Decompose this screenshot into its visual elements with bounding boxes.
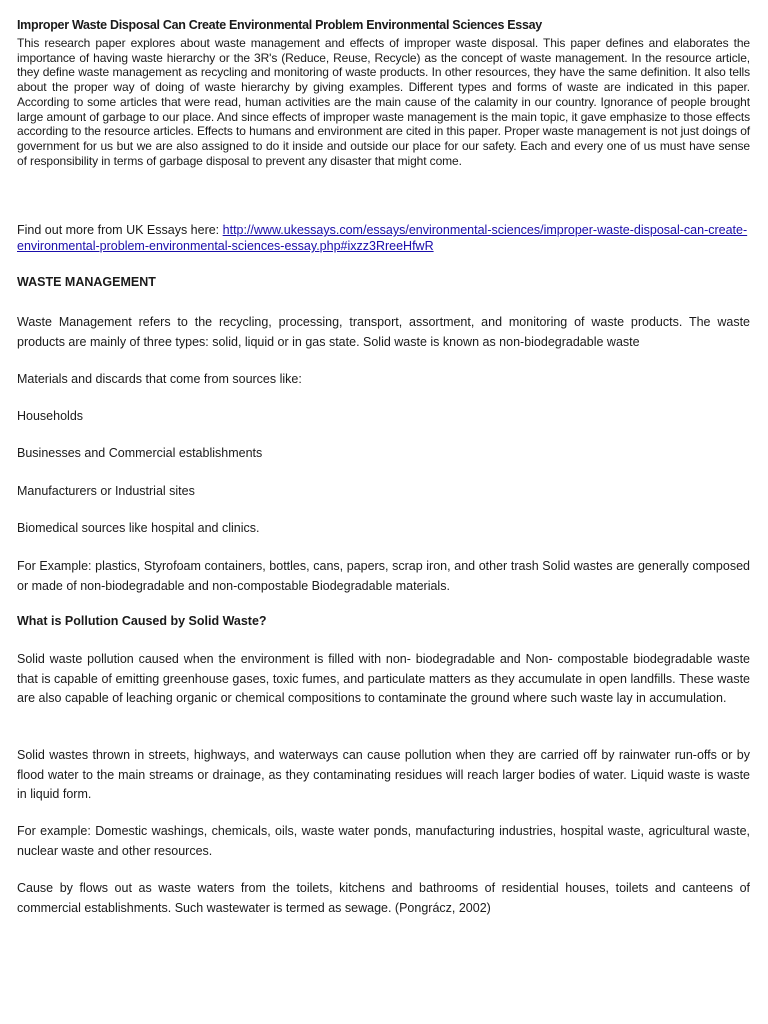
paragraph-pollution-1: Solid waste pollution caused when the environment is filled with non- biodegradable and Non- compostable biodegradable waste that is capable of emitting greenhouse gases, toxic fumes, and particulate matters as they accumulate in open landfills. These waste are also capable of leaching organic or chemical compositions to contaminate the ground where such waste lay in accumulation.: [17, 652, 750, 705]
source-item-businesses: Businesses and Commercial establishments: [17, 446, 263, 460]
heading-waste-management: WASTE MANAGEMENT: [17, 275, 156, 289]
source-link[interactable]: http://www.ukessays.com/essays/environmental-sciences/improper-waste-disposal-can-create-environmental-problem-environmental-sciences-essay.php#ixzz3RreeHfwR: [17, 223, 748, 253]
paragraph-definition: Waste Management refers to the recycling, processing, transport, assortment, and monitoring of waste products. The waste products are mainly of three types: solid, liquid or in gas state. Solid waste is known as non-biodegradable waste: [17, 315, 750, 349]
paragraph-pollution-2: Solid wastes thrown in streets, highways, and waterways can cause pollution when they are carried off by rainwater run-offs or by flood water to the main streams or drainage, as they contaminating residues will reach larger bodies of water. Liquid waste is waste in liquid form.: [17, 748, 750, 801]
abstract-paragraph: This research paper explores about waste management and effects of improper waste disposal. This paper defines and elaborates the importance of having waste hierarchy or the 3R's (Reduce, Reuse, Recycle) as the concept of waste management. In the resource article, they define waste management as recycling and monitoring of waste products. In other resources, they have the same definition. It also tells about the proper way of doing of waste hierarchy by giving examples. Different types and forms of waste are indicated in this paper. According to some articles that were read, human activities are the main cause of the calamity in our country. Ignorance of people brought large amount of garbage to our place. And since effects of improper waste management is the main topic, it gave emphasize to those effects according to the resource articles. Effects to humans and environment are cited in this paper. Proper waste management is not just doings of government for us but we are also assigned to do it inside and outside our place for our safety. Each and every one of us must have sense of responsibility in terms of garbage disposal to prevent any disaster that might come.: [17, 36, 750, 168]
paragraph-liquid-example: For example: Domestic washings, chemicals, oils, waste water ponds, manufacturing industries, hospital waste, agricultural waste, nuclear waste and other resources.: [17, 824, 750, 858]
document-title: Improper Waste Disposal Can Create Environmental Problem Environmental Sciences Essay: [17, 18, 542, 32]
heading-pollution: What is Pollution Caused by Solid Waste?: [17, 614, 267, 628]
paragraph-materials: Materials and discards that come from sources like:: [17, 372, 302, 386]
source-prefix: Find out more from UK Essays here:: [17, 223, 223, 237]
source-item-biomedical: Biomedical sources like hospital and clinics.: [17, 521, 260, 535]
paragraph-sewage: Cause by flows out as waste waters from the toilets, kitchens and bathrooms of residential houses, toilets and canteens of commercial establishments. Such wastewater is termed as sewage. (Pongrácz, 2002): [17, 881, 750, 915]
source-attribution: [17, 222, 750, 254]
source-item-households: Households: [17, 409, 84, 423]
source-item-manufacturers: Manufacturers or Industrial sites: [17, 484, 195, 498]
paragraph-solid-example: For Example: plastics, Styrofoam containers, bottles, cans, papers, scrap iron, and other trash Solid wastes are generally composed or made of non-biodegradable and non-compostable Biodegradable materials.: [17, 559, 750, 593]
